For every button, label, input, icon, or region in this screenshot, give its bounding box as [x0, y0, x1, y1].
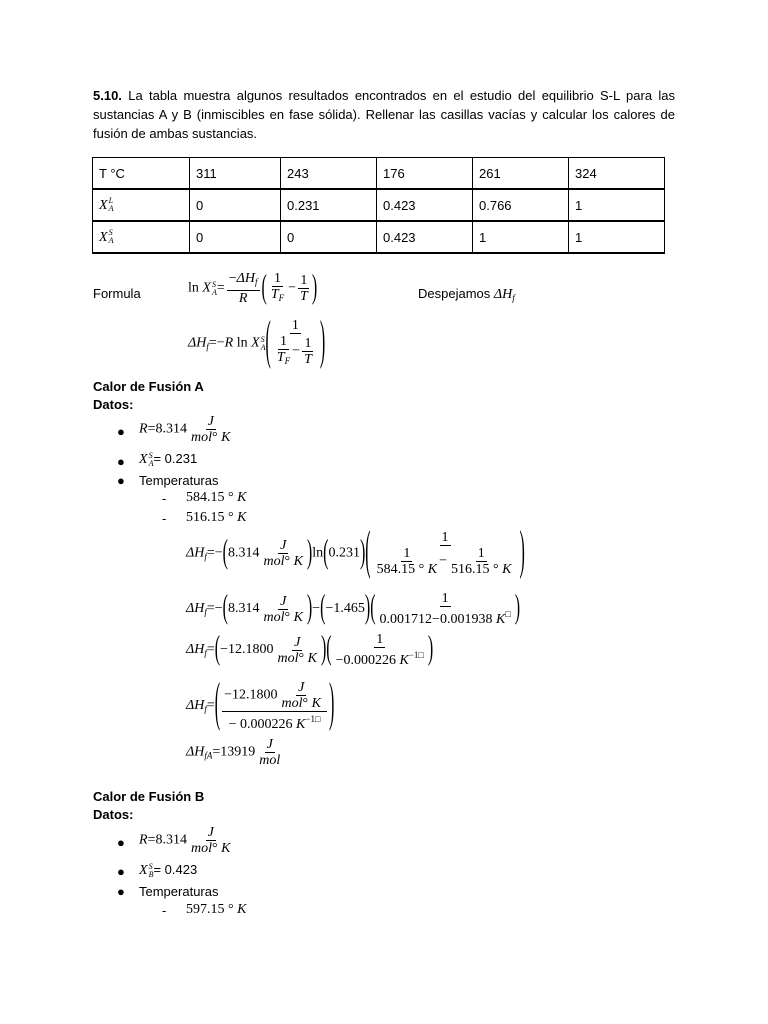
table-cell: 0: [190, 189, 281, 221]
dash: -: [162, 491, 167, 506]
section-b-datos: Datos:: [93, 807, 134, 822]
table-cell: 261: [473, 158, 569, 190]
table-cell: 311: [190, 158, 281, 190]
bullet: ●: [117, 835, 125, 850]
row-label-xla: X L A: [93, 189, 190, 221]
bullet: ●: [117, 884, 125, 899]
row-label-xsa: X S A: [93, 221, 190, 253]
formula-rearranged: $\Delta H_f=-R$ ln X S A ( 1 $\frac{1}{T_F}$ − $\frac{1}{T}$ ): [188, 312, 326, 371]
section-a-title: Calor de Fusión A: [93, 379, 204, 394]
formula-label: Formula: [93, 286, 141, 301]
calc-step-3: $\Delta H_f=(-12.1800$ $\frac{J}{\text{mol° K}}$ )( $\frac{1}{-0.000226 K^{-1□}}$ ): [186, 631, 434, 668]
table-cell: 1: [473, 221, 569, 253]
calc-step-1: $\Delta H_f=-(8.314$ $\frac{J}{\text{mol° K}}$ )ln(0.231)( 1 $\frac{1}{584.15 ^\circ K}$ − $\frac{1}{516.15 ^\circ K}$ ): [186, 522, 525, 581]
bullet: ●: [117, 454, 125, 469]
table-cell: 324: [569, 158, 665, 190]
calc-step-4: $\Delta H_f=$( −12.1800 $\frac{J}{\text{mol° K}}$ − 0.000226 $K^{-1□}$ ): [186, 675, 335, 734]
section-a-datos: Datos:: [93, 397, 134, 412]
bullet: ●: [117, 424, 125, 439]
temperatures-label-a: Temperaturas: [139, 473, 219, 488]
problem-statement: [93, 86, 675, 143]
bullet: ●: [117, 473, 125, 488]
calc-step-2: $\Delta H_f=-(8.314$ $\frac{J}{\text{mol° K}}$ )−(−1.465)( $\frac{1}{0.001712-0.001938 K^□}$ ): [186, 590, 521, 627]
table-cell: 243: [281, 158, 377, 190]
section-b-title: Calor de Fusión B: [93, 789, 205, 804]
table-cell: 0.766: [473, 189, 569, 221]
gas-constant-b: R=8.314 $\frac{J}{\text{mol° K}}$: [139, 825, 231, 856]
temperature-a1: 584.15 ° K: [186, 490, 247, 505]
despejamos-label: Despejamos $\Delta H_f$: [418, 286, 515, 303]
xs-a-value: X S A = 0.231: [139, 450, 198, 468]
temperature-b1: 597.15 ° K: [186, 902, 247, 917]
temperatures-label-b: Temperaturas: [139, 884, 219, 899]
equilibrium-table: [92, 157, 665, 254]
xs-b-value: X S B = 0.423: [139, 861, 198, 879]
problem-text: La tabla muestra algunos resultados encontrados en el estudio del equilibrio S-L para las sustancias A y B (inmiscibles en fase sólida). Rellenar las casillas vacías y calcular los calores de fusión de ambas sustancias.: [93, 88, 675, 141]
table-cell: 0: [281, 221, 377, 253]
table-cell: T °C: [93, 158, 190, 190]
table-row-solid-fraction: [93, 221, 665, 253]
table-cell: 0: [190, 221, 281, 253]
table-cell: 0.231: [281, 189, 377, 221]
temperature-a2: 516.15 ° K: [186, 510, 247, 525]
table-row-temperature: [93, 158, 665, 190]
bullet: ●: [117, 864, 125, 879]
table-cell: 1: [569, 221, 665, 253]
table-cell: 0.423: [377, 189, 473, 221]
table-cell: 0.423: [377, 221, 473, 253]
table-row-liquid-fraction: [93, 189, 665, 221]
gas-constant-a: R=8.314 $\frac{J}{\text{mol° K}}$: [139, 414, 231, 445]
table-cell: 1: [569, 189, 665, 221]
formula-equation: ln X S A = $\frac{-\Delta H_f}{R}$ ( $\frac{1}{T_F}$ − $\frac{1}{T}$ ): [188, 269, 318, 306]
problem-number: 5.10.: [93, 88, 122, 103]
dash: -: [162, 511, 167, 526]
dash: -: [162, 903, 167, 918]
table-cell: 176: [377, 158, 473, 190]
result-a: $\Delta H_{fA}=13919$ $\frac{J}{\text{mol}}$: [186, 737, 281, 768]
